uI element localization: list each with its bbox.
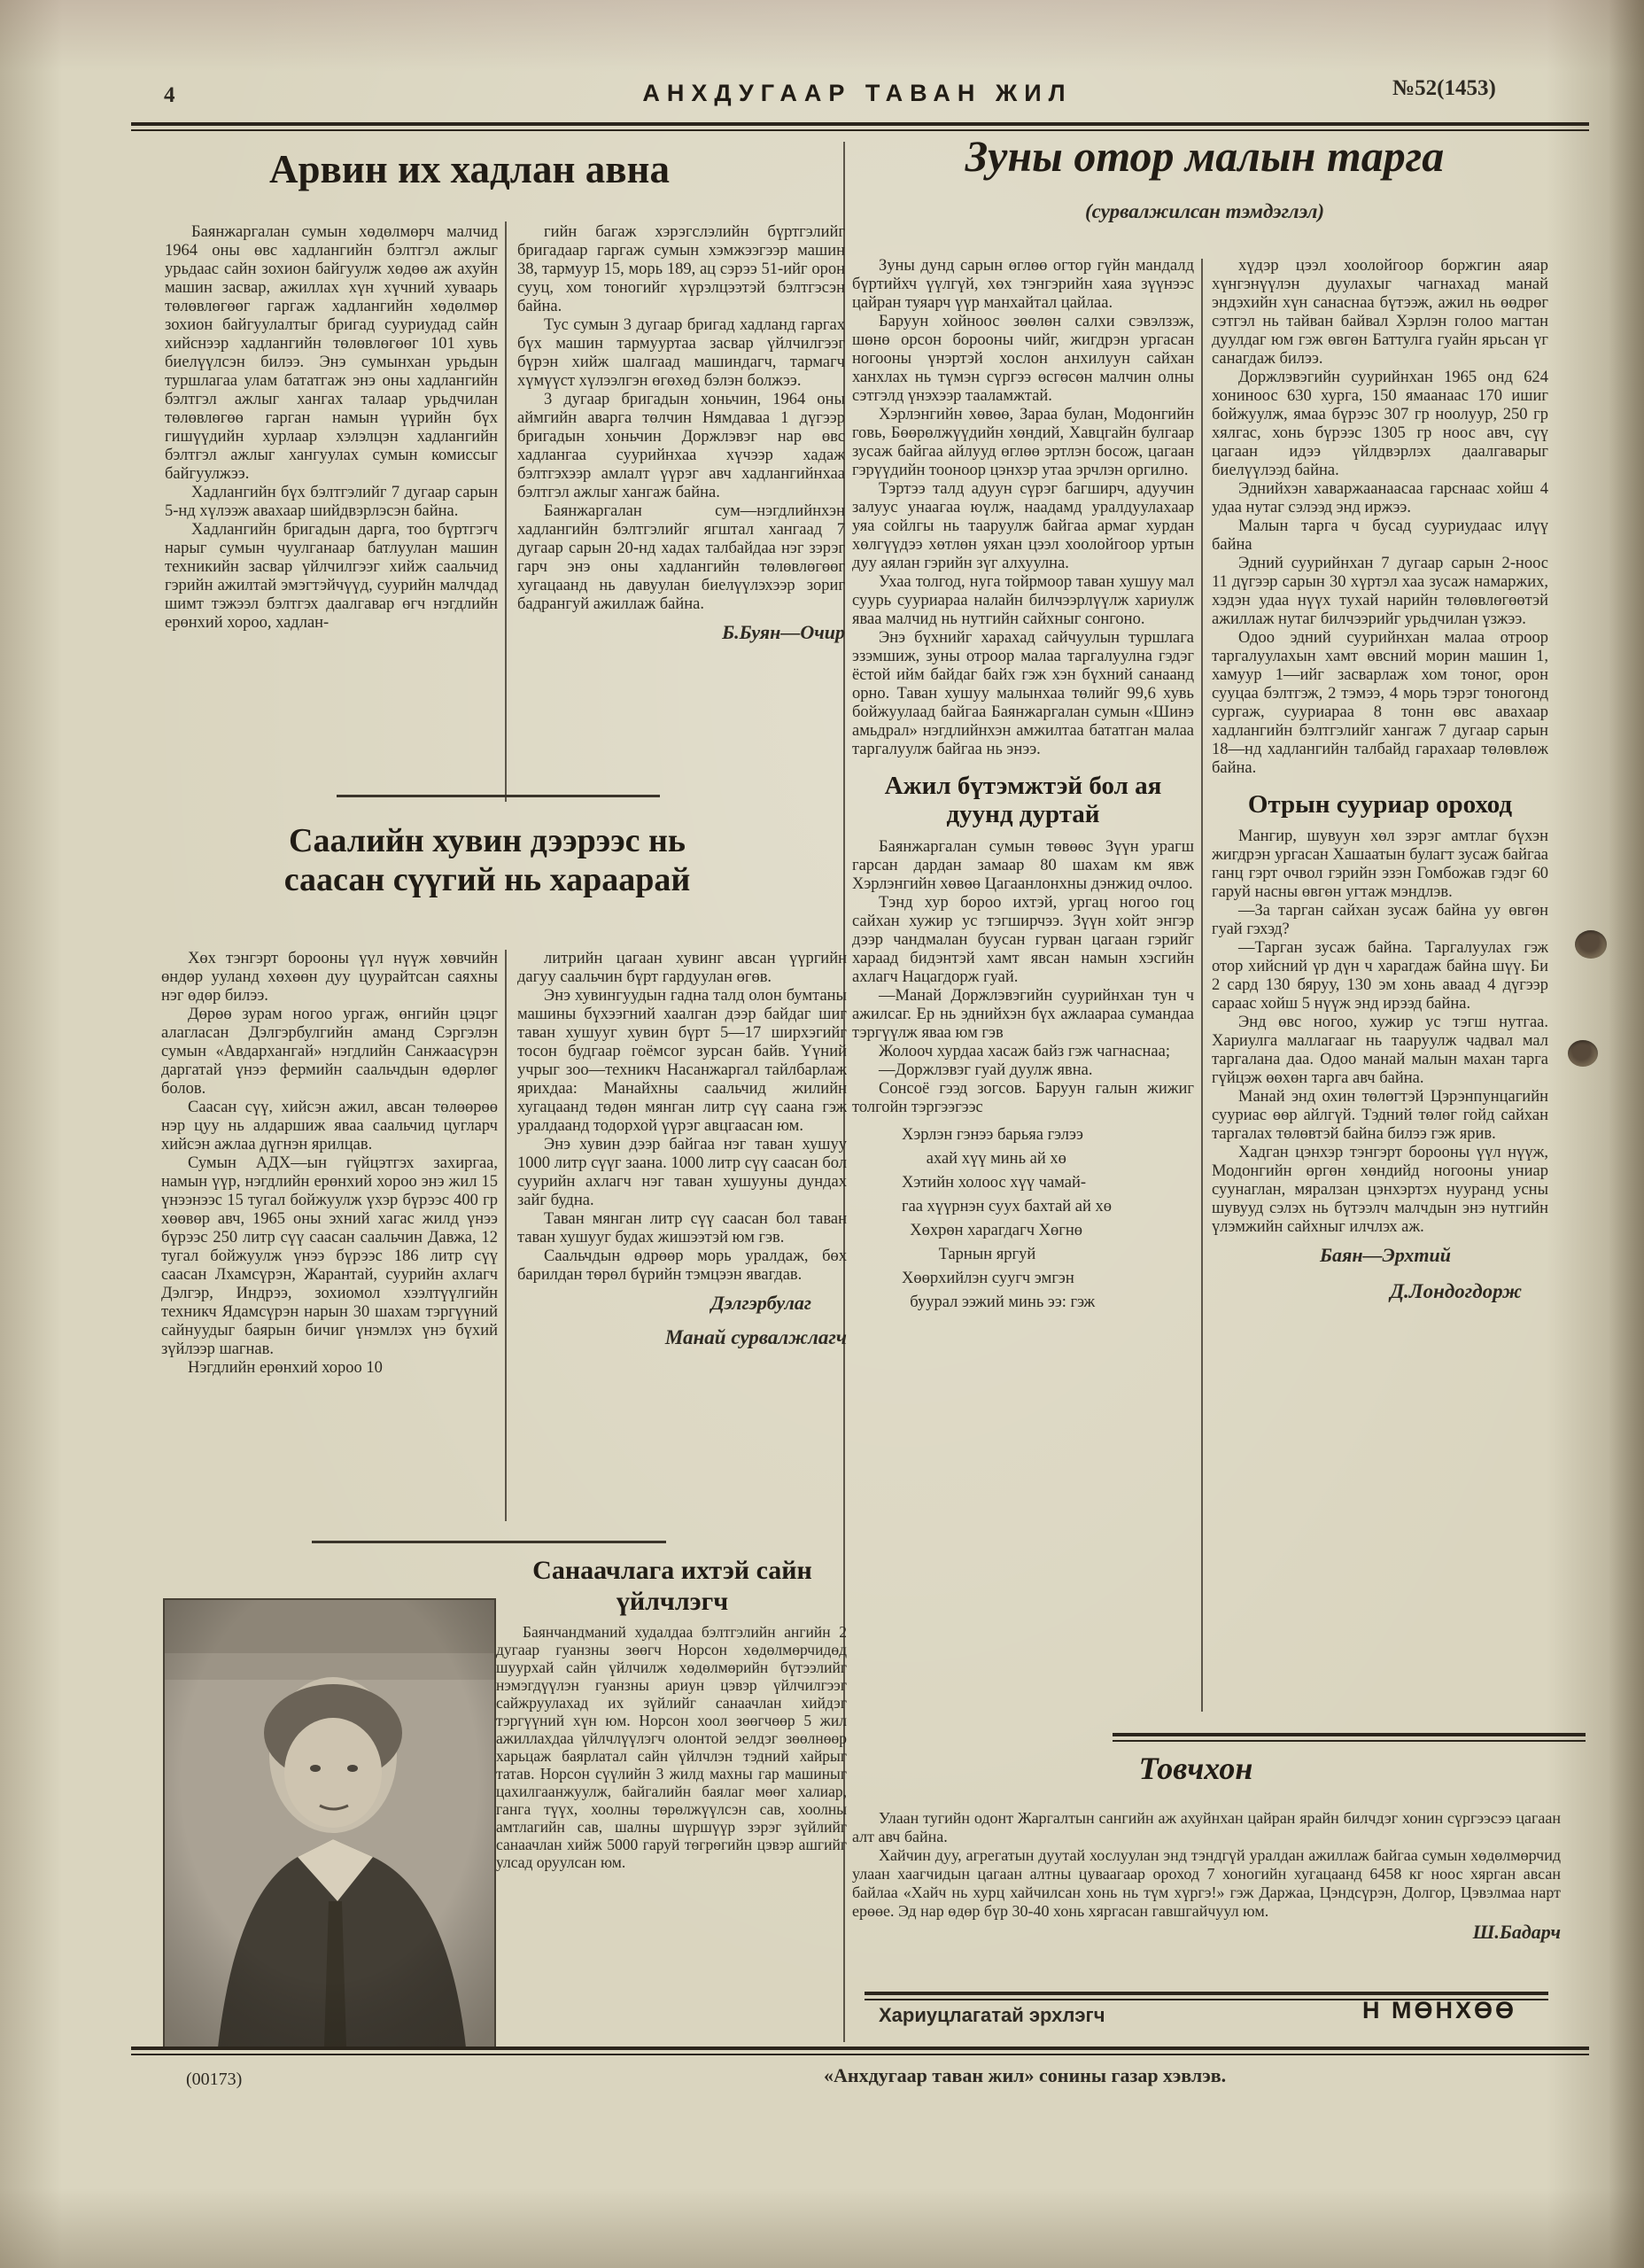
article-saali-title: [133, 822, 841, 899]
tovchhon-text: [852, 1809, 1561, 1986]
article-otor-col4-part2: Мангир, шувуун хөл зэрэг амтлаг бүхэн жигдрэн ургасан Хашаатын булагт зусаж байгаа ганц гэрт очвол гэрийн эзэн Гомбожав гэдэг 60 гаруй насны өвгөн угтаж мэндлэв. —За тарган сайхан зусаж байна уу өвгөн гуай гэхэд? —Тарган зусаж байна. Таргалуулах гэж отор хийсний үр дүн ч харагдаж байна шүү. Би 2 сард 130 бяруу, 130 эм хонь аваад 4 дүгээр сараас хойш 5 нүүж энд ирээд байна. Энд өвс ногоо, хужир ус тэгш нутгаа. Хариулга маллагааг нь тааруулж чадвал мал таргалана даа. Одоо манай малын махан тарга гүйцэж өөхөн тарга авч байна. Манай энд охин төлөгтэй Цэрэнпунцагийн сууриас өөр айлгүй. Тэдний төлөг гойд сайхан таргалах төлөвтэй байна билээ гэж ярив. Хадган цэнхэр тэнгэрт борооны үүл нүүж, Модонгийн өргөн хөндийд ногооны униар суунаглан, мяралзан цэнхэртэх нууранд усны шувууд сэлэх нь бүтээлч малчдын энэ нутгийн үлэмжийн сайхныг илчлэх аж.: [1212, 827, 1548, 1237]
article-saali-byline2: Манай сурвалжлагч: [664, 1326, 847, 1348]
article-hadlan-col2-text: гийн багаж хэрэгслэлийн бүртгэлийг бригадаар гаргаж сумын хэмжээгээр машин 38, тармуур 15, морь 189, ац сэрээ 51-ийг орон сууц, хом тоногийг хүрэлцээтэй бэлтгэсэн байна. Тус сумын 3 дугаар бригад хадланд гаргах бүх машин тармууртаа засвар үйлчилгээг бүрэн хийж шалгаад машиндагч, тармагч хүмүүст хүлээлгэн өгөхөд бэлэн болжээ. 3 дугаар бригадын хоньчин, 1964 оны аймгийн аварга төлчин Нямдаваа 1 дүгээр бригадын хоньчин Доржлэвэг нар өвс хадлангаа суурийнхаа хүчээр хадаж бэлтгэхээр амлалт үүрэг авч хадлангийнхаа бэлтгэл ажлыг хангаж байна. Баянжаргалан сум—нэгдлийнхэн хадлангийн бэлтгэлийг ягштал хангаад 7 дугаар сарын 20-нд хадах талбайдаа нэг зэрэг гарч энэ оны хадлангийн төлөвлөгөөг хугацаанд нь давуулан биелүүлэхээр зориг бадрангуй ажиллаж байна.: [517, 223, 845, 613]
masthead: АНХДУГААР ТАВАН ЖИЛ: [642, 80, 1073, 106]
article-hadlan-title: Арвин их хадлан авна: [269, 147, 670, 191]
imprint: «Анхдугаар таван жил» сонины газар хэвлэв.: [824, 2064, 1227, 2086]
article-otor-subtitle: (сурвалжилсан тэмдэглэл): [1084, 200, 1325, 222]
article-hadlan-col1: Баянжаргалан сумын хөдөлмөрч малчид 1964 оны өвс хадлангийн бэлтгэл ажлыг урьдаас сайн зохион байгуулж хөдөө аж ахуйн машин засвар, ажиллах хүн хүчний хуваарь төлөвлөгөөг гаргаж хадлангийн хөдөлмөр зохион байгуулалтыг бригад сууриудад сайн хийснээр хадлангийн төлөвлөгөөг 101 хувь биелүүлсэн билээ. Энэ сумынхан урьдын туршлагаа улам бататгаж энэ оны хадлангийн бэлтгэл ажлыг хангах талаар урьдчилан төлөвлөгөө гарган намын үүрийн бүх гишүүдийн хурлаар хэлэлцэн хадлангийн бэлтгэл ажлыг хангуулах сумын комиссыг байгуулжээ. Хадлангийн бүх бэлтгэлийг 7 дугаар сарын 5-нд хүлээж авахаар шийдвэрлэсэн байна. Хадлангийн бригадын дарга, тоо бүртгэгч нарыг сумын чуулганаар батлуулан машин техникийн засвар үйлчилгээг хийж саальчид гэрийн ажилтай эмэгтэйчүүд, суурийн малчдад шимт тэжээл бэлтгэх даалгавар өгч нэгдлийн ерөнхий хороо, хадлан-: [165, 223, 498, 632]
article-otor-subhead-2: Отрын сууриар ороход: [1247, 790, 1513, 819]
article-otor-col3: [852, 257, 1194, 1732]
editor-name: Н МӨНХӨӨ: [1362, 1997, 1517, 2023]
page-edge-shadow: [1609, 0, 1644, 2268]
tovchhon-paragraphs: Улаан тугийн одонт Жаргалтын сангийн аж ахуйнхан цайран ярайн билчдэг хонин сүргээсээ цагаан алт авч байна. Хайчин дуу, агрегатын дуутай хослуулан энд тэндгүй уралдан ажиллаж байгаа сумын хөдөлмөрчид улаан хаагчидын цагаан алтны цуваагаар ороход 7 хоногийн хугацаанд 6458 кг ноос хярган авсан байлаа «Хайч нь хурц хайчилсан хонь нь түм хүргэ!» гэж Даржаа, Цэндсүрэн, Долгор, Цэвэлмаа нарт ерөөе. Эд нар өдөр бүр 30-40 хонь хяргасан гавшгайчуул юм.: [852, 1809, 1561, 1920]
column-rule-1b: [505, 950, 507, 1521]
article-otor-col4: [1212, 257, 1548, 1719]
column-rule-1: [505, 221, 507, 802]
article-saali-col2: [517, 950, 847, 1534]
photo-caption: (00173): [186, 2070, 243, 2089]
article-otor-verse: Хэрлэн гэнээ барьяа гэлээ ахай хүү минь ай хө Хэтийн холоос хүү чамай- гаа хүүрнэн суух бахтай ай хө Хөхрөн харагдагч Хөгнө Тарнын яргуй Хөөрхийлэн суугч эмгэн буурал ээжий минь ээ: гэж: [902, 1125, 1113, 1311]
divider-hadlan-saali: [337, 795, 660, 797]
header-rule: [131, 122, 1589, 131]
issue-number: №52(1453): [1392, 76, 1496, 100]
column-rule-3: [1201, 259, 1203, 1712]
tovchhon-top-rule: [1113, 1733, 1586, 1742]
article-saali-title-line2: саасан сүүгий нь хараарай: [283, 860, 691, 898]
divider-saali-sanaachlaga: [312, 1541, 666, 1543]
article-otor-byline2: Д.Лондогдорж: [1390, 1280, 1522, 1303]
article-sanaachlaga-title: Санаачлага ихтэй сайн үйлчлэгч: [532, 1556, 812, 1616]
binding-hole-bottom: [1568, 1040, 1598, 1067]
article-otor-subhead-1: Ажил бүтэмжтэй бол ая дуунд дуртай: [884, 772, 1162, 829]
footer-rule-full: [131, 2047, 1589, 2055]
article-otor-byline1: Баян—Эрхтий: [1320, 1244, 1451, 1267]
article-hadlan-col2: [517, 223, 845, 808]
article-otor-title: Зуны отор малын тарга: [965, 131, 1445, 181]
tovchhon-title: Товчхон: [1138, 1751, 1253, 1786]
editor-label: Хариуцлагатай эрхлэгч: [879, 2004, 1105, 2026]
article-otor-col3-part1: Зуны дунд сарын өглөө огтор гүйн мандалд бүртийхч үүлгүй, хөх тэнгэрийн хаяа зүүнээс цайран туяарч үүр манхайтал цайлаа. Баруун хойноос зөөлөн салхи сэвэлзэж, шөнө орсон борооны чийг, жигдрэн ургасан ногооны үнэртэй хослон анхилуун сайхан ханхлах нь түмэн сүргээ өсгөсөн малчин олны сэтгэлд үнэхээр тааламжтай. Хэрлэнгийн хөвөө, Зараа булан, Модонгийн говь, Бөөрөлжүүдийн хөндий, Хавцгайн булгаар зусаж байгаа айлууд өглөө эртлэн босож, цагаан гэрүүдийн тооноор цэнхэр утаа эрчлэн оргилно. Тэртээ талд адуун сүрэг багширч, адуучин залуус унаагаа юүлж, наадамд уралдуулахаар уяа сойлгы нь тааруулж байгаа армаг хурдан хөлгүүдээ хөтлөн уяхан цээл хоолойгоор уртын дуу аялан гэрийн зүг алхуулна. Ухаа толгод, нуга тойрмоор таван хушуу мал суурь сууриараа налайн билчээрлүүлж хариулж яваа малчид нь нутгийн сайхныг сонгоно. Энэ бүхнийг харахад сайчуулын туршлага эзэмшиж, зуны отроор малаа таргалуулна гэдэг ёстой ийм байдаг байх гэж хэн бүхний санаанд орно. Таван хушуу малынхаа төлийг 99,6 хувь бойжуулаад байгаа Баянжаргалан сумын «Шинэ амьдрал» нэгдлийнхэн амжилтаа бататган малаа таргалуулж байгаа нь энээ.: [852, 257, 1194, 758]
article-saali-col2-text: литрийн цагаан хувинг авсан үүргийн дагуу саальчин бүрт гардуулан өгөв. Энэ хувингуудын гадна талд олон бумтаны машины бүхээгний хаалган дээр байдаг шиг таван хушууг хувин бүрт 5—17 ширхэгийг тосон будгаар гоёмсог зурсан байв. Үүний учрыг зоо—техникч Насанжаргал тайлбарлаж ярихдаа: Манайхны саальчид жилийн хугацаанд төдөн мянган литр сүү саана гэж уралдаанд тодорхой үүрэг авцгаасан юм. Энэ хувин дээр байгаа нэг таван хушуу 1000 литр сүүг заана. 1000 литр сүү саасан бол суурийн ахлагч нэг таван хушууны дундах зайг будна. Таван мянган литр сүү саасан бол таван таван хушууг будах жишээтэй юм гэв. Саальчдын өдрөөр морь уралдаж, бөх барилдан төрөл бүрийн тэмцээн явагдав.: [517, 950, 847, 1284]
article-hadlan-byline: Б.Буян—Очир: [722, 621, 845, 643]
article-otor-col4-part1: хүдэр цээл хоолойгоор боржгин аяар хүнгэнүүлэн дуулахыг чагнахад манай эндэхийн хүн санаснаа бүтээж, ажил нь өөдрөг сэтгэл нь тайван байвал Хэрлэн голоо магтан дуулдаг юм гэж өвгөн Баттулга гуайн ярьсан үг санагдаж билээ. Доржлэвэгийн суурийнхан 1965 онд 624 хониноос 630 хурга, 150 ямаанаас 170 ишиг бойжуулж, ямаа бүрээс 307 гр ноолуур, 250 гр хялгас, хонь бүрээс 1305 гр ноос авч, сүү цагаан идээ үйлдвэрлэх даалгаварыг биелүүлээд байна. Эднийхэн хаваржаанаасаа гарснаас хойш 4 удаа нутаг сэлээд энд иржээ. Малын тарга ч бусад сууриудаас илүү байна Эдний суурийнхан 7 дугаар сарын 2-ноос 11 дүгээр сарын 30 хүртэл хаа зусаж намаржих, хэдэн удаа нүүх тухай нарийн төлөвлөгөөтэй ажиллаж нутаг билчээрийг урьдчилан үзжээ. Одоо эдний суурийнхан малаа отроор таргалуулахын хамт өвсний морин машин 1, хамуур 1—ийг засварлаж хом тоног, орон сууцаа бэлтгэж, 2 тэмээ, 4 морь тэрэг тоногонд сургаж, сууриараа 8 тонн өвс авахаар хадлангийн бэлтгэлийг хангаж 7 дугаар сарын 18—нд хадлангийн талбайд гарахаар төлөвлөж байна.: [1212, 257, 1548, 777]
article-sanaachlaga-text: Баянчандманий худалдаа бэлтгэлийн ангийн 2 дугаар гуанзны зөөгч Норсон хөдөлмөрчидөд шуурхай сайн үйлчилж хөдөлмөрийн бүтээлийг нэмэгдүүлэн гуанзны ариун цэвэр үйлчилгээг сайжруулахад их зүйлийг санаачлан хийдэг тэргүүний хүн юм. Норсон хоол зөөгчөөр 5 жил ажиллахдаа үйлчлүүлэгч олонтой эелдэг зөөлнөөр харьцаж баярлатал сайн үйлчлэн тэдний хайрыг татав. Норсон сүүлийн 3 жилд махны гар машиныг цахилгаанжуулж, байгалийн баялаг мөөг халиар, ганга түүх, хоолны төрөлжүүлсэн сав, хоолны амтлагийн сав, шалны шүршүүр зэрэг зүйлийг санаачлан хийж 5000 гаруй төгрөгийн цэвэр ашгийг улсад оруулсан юм.: [496, 1623, 847, 1871]
page-number: 4: [164, 83, 175, 107]
binding-hole-top: [1575, 930, 1607, 959]
article-saali-col1: Хөх тэнгэрт борооны үүл нүүж хөвчийн өндөр ууланд хөхөөн дуу цуурайтсан саяхны нэг өдөр билээ. Дөрөө зурам ногоо ургаж, өнгийн цэцэг алагласан Дэлгэрбулгийн аманд Сэргэлэн сумын «Авдархангай» нэгдлийн Санжаасүрэн даргатай үнээ фермийн саальчдын өдөрлөг болов. Саасан сүү, хийсэн ажил, авсан төлөөрөө нэр цуу нь алдаршиж яваа саальчид цугларч хийсэн ажлаа дүгнэн ярилцав. Сумын АДХ—ын гүйцэтгэх захиргаа, намын үүр, нэгдлийн ерөнхий хороо энэ жил 15 үнээнээс 15 тугал бойжуулж үхэр бүрээс 400 гр хөөвөр авч, 1965 оны эхний хагас жилд үнээ бүрээс 250 литр сүү саасан саальчин Давжа, 12 тугал бойжуулж үнээ бүрээс 186 литр сүү саасан Лхамсүрэн, Жарантай, суурийн ахлагч Дэлгэр, Индрээ, зохиомол хээлтүүлгийн техникч Ядамсүрэн нарын 30 шахам тэргүүний сайнуудыг баярын бичиг үнэмлэх үнэ бүхий зүйлээр шагнав. Нэгдлийн ерөнхий хороо 10: [161, 950, 498, 1377]
article-saali-byline1: Дэлгэрбулаг: [710, 1292, 811, 1314]
portrait-photo: [165, 1600, 494, 2047]
article-saali-title-line1: Саалийн хувин дээрээс нь: [289, 822, 686, 859]
tovchhon-byline: Ш.Бадарч: [1472, 1921, 1561, 1943]
portrait-photo-image: [165, 1600, 494, 2047]
article-otor-col3-part2: Баянжаргалан сумын төвөөс Зүүн урагш гарсан дардан замаар 80 шахам км явж Хэрлэнгийн хөвөө Цагаанлонхны дэнжид очлоо. Тэнд хур бороо ихтэй, ургац ногоо гоц сайхан хужир ус тэгширчээ. Зүүн хойт энгэр дээр чандмалан буусан гурван цагаан гэрийг хараад бидэнтэй хамт явсан намын хэсгийн ахлагч Нацагдорж гуай. —Манай Доржлэвэгийн суурийнхан тун ч ажилсаг. Ер нь эднийхэн бүх ажлаараа сумандаа тэргүүлж яваа юм гэв Жолооч хурдаа хасаж байз гэж чагнаснаа; —Доржлэвэг гуай дуулж явна. Сонсоё гээд зогсов. Баруун галын жижиг толгойн тэргээгээс: [852, 837, 1194, 1116]
